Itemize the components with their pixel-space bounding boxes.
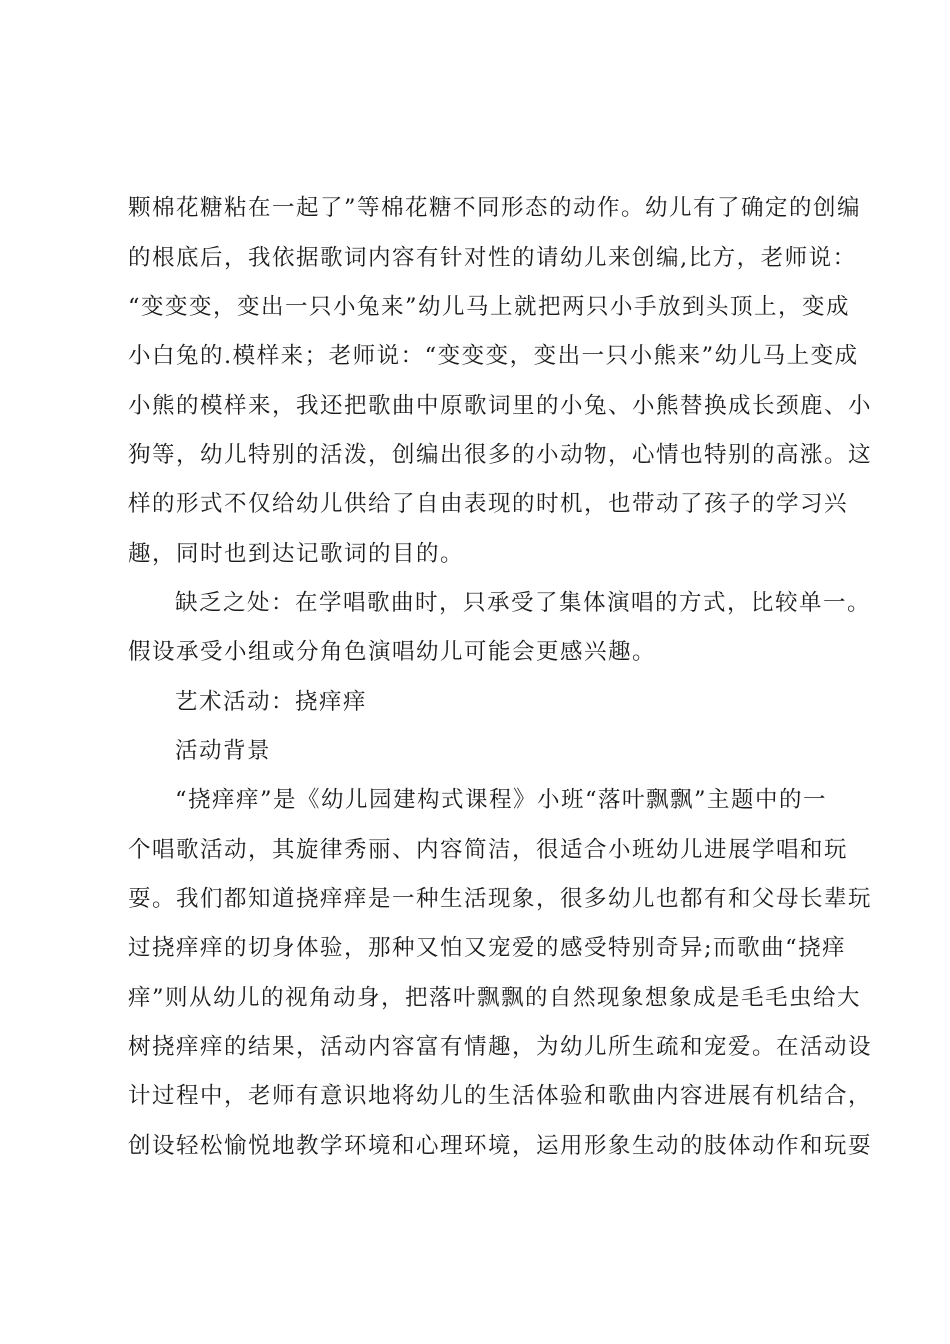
body-text-line: 样的形式不仅给幼儿供给了自由表现的时机，也带动了孩子的学习兴 bbox=[128, 491, 849, 517]
body-text-line: 创设轻松愉悦地教学环境和心理环境，运用形象生动的肢体动作和玩耍 bbox=[128, 1133, 873, 1159]
body-text-line: 小白兔的.模样来；老师说：“变变变，变出一只小熊来”幼儿马上变成 bbox=[128, 343, 859, 369]
section-heading: 艺术活动：挠痒痒 bbox=[175, 689, 368, 715]
body-text-line: 的根底后，我依据歌词内容有针对性的请幼儿来创编,比方，老师说： bbox=[128, 245, 857, 271]
body-text-line: 痒”则从幼儿的视角动身，把落叶飘飘的自然现象想象成是毛毛虫给大 bbox=[128, 985, 862, 1011]
body-text-line: 假设承受小组或分角色演唱幼儿可能会更感兴趣。 bbox=[128, 639, 657, 665]
body-text-line: 趣，同时也到达记歌词的目的。 bbox=[128, 541, 465, 567]
body-text-line: 树挠痒痒的结果，活动内容富有情趣，为幼儿所生疏和宠爱。在活动设 bbox=[128, 1034, 873, 1060]
body-text-line: 狗等，幼儿特别的活泼，创编出很多的小动物，心情也特别的高涨。这 bbox=[128, 442, 873, 468]
body-text-line: “挠痒痒”是《幼儿园建构式课程》小班“落叶飘飘”主题中的一 bbox=[175, 787, 828, 813]
body-text-line: “变变变，变出一只小兔来”幼儿马上就把两只小手放到头顶上，变成 bbox=[128, 294, 851, 320]
section-heading: 活动背景 bbox=[175, 738, 272, 764]
body-text-line: 缺乏之处：在学唱歌曲时，只承受了集体演唱的方式，比较单一。 bbox=[175, 590, 872, 616]
body-text-line: 小熊的模样来，我还把歌曲中原歌词里的小兔、小熊替换成长颈鹿、小 bbox=[128, 393, 873, 419]
body-text-line: 耍。我们都知道挠痒痒是一种生活现象，很多幼儿也都有和父母长辈玩 bbox=[128, 886, 873, 912]
body-text-line: 过挠痒痒的切身体验，那种又怕又宠爱的感受特别奇异;而歌曲“挠痒 bbox=[128, 935, 847, 961]
body-text-line: 计过程中，老师有意识地将幼儿的生活体验和歌曲内容进展有机结合， bbox=[128, 1083, 873, 1109]
body-text-line: 个唱歌活动，其旋律秀丽、内容简洁，很适合小班幼儿进展学唱和玩 bbox=[128, 837, 849, 863]
body-text-line: 颗棉花糖粘在一起了”等棉花糖不同形态的动作。幼儿有了确定的创编 bbox=[128, 195, 862, 221]
